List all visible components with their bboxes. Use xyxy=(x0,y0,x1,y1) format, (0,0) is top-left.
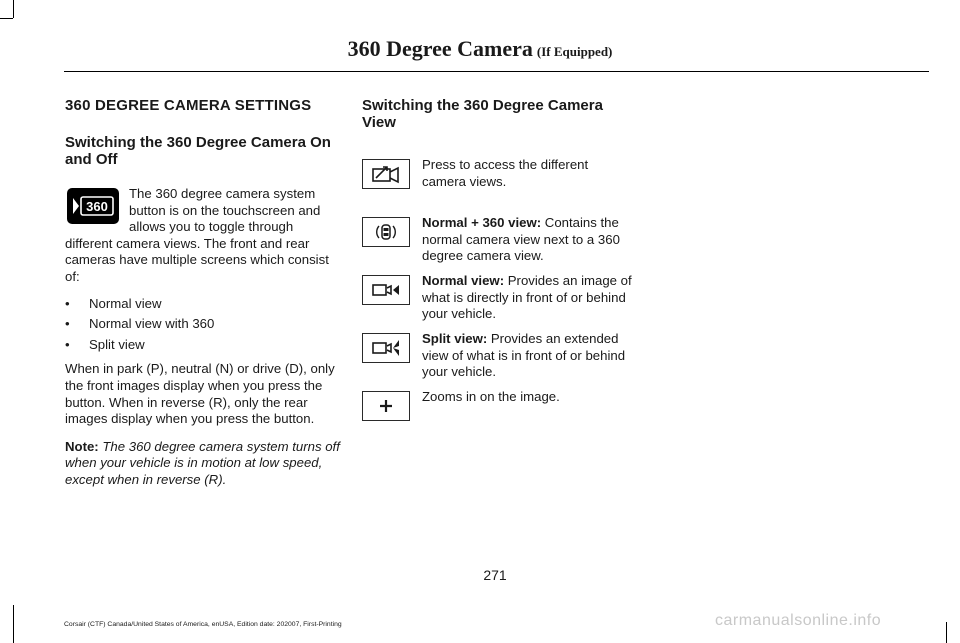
list-item: • Split view xyxy=(65,336,145,352)
row-description: Press to access the different camera views. xyxy=(422,157,589,189)
header-rule xyxy=(64,71,929,72)
camera-switch-icon xyxy=(362,159,410,189)
camera-split-view-icon xyxy=(362,333,410,363)
subheading-switch-view: Switching the 360 Degree Camera View xyxy=(362,97,603,131)
view-row xyxy=(362,389,632,447)
camera-360-button-icon xyxy=(67,188,119,224)
subheading-on-off: Switching the 360 Degree Camera On and Off xyxy=(65,134,331,168)
camera-normal-view-icon xyxy=(362,275,410,305)
intro-block xyxy=(65,186,340,286)
camera-360-button-label: 360 xyxy=(86,199,108,214)
note-label: Note: xyxy=(65,438,99,454)
crop-mark-bottom-left xyxy=(13,605,14,643)
gear-paragraph: When in park (P), neutral (N) or drive (D), only the front images display when you press the button. When in reverse (R), only the rear images display when you press the button. xyxy=(65,361,335,427)
intro-paragraph: The 360 degree camera system button is on the touchscreen and allows you to toggle through different camera views. The front and rear cameras have multiple screens which consist of: xyxy=(65,186,329,284)
crop-mark-top-left-h xyxy=(0,18,13,19)
crop-mark-bottom-right xyxy=(946,622,947,643)
list-item: • Normal view xyxy=(65,295,162,311)
row-description: Normal view: Provides an image of what is directly in front of or behind your vehicle. xyxy=(422,273,632,322)
chapter-qualifier: (If Equipped) xyxy=(536,44,613,59)
row-description: Split view: Provides an extended view of what is in front of or behind your vehicle. xyxy=(422,331,626,380)
view-list xyxy=(65,296,340,354)
vehicle-overhead-icon xyxy=(362,217,410,247)
note-text: The 360 degree camera system turns off when your vehicle is in motion at low speed, except when in reverse (R). xyxy=(65,438,340,487)
page-number: 271 xyxy=(483,567,507,583)
left-column xyxy=(65,97,340,489)
site-watermark: carmanualsonline.info xyxy=(715,612,882,629)
row-description: Zooms in on the image. xyxy=(422,389,560,404)
section-heading: 360 DEGREE CAMERA SETTINGS xyxy=(65,97,312,114)
zoom-plus-icon xyxy=(362,391,410,421)
view-row xyxy=(362,273,632,331)
note-paragraph xyxy=(65,439,340,489)
right-column xyxy=(362,97,632,447)
edition-footer: Corsair (CTF) Canada/United States of America, enUSA, Edition date: 202007, First-Printing xyxy=(64,621,342,628)
chapter-title: 360 Degree Camera xyxy=(347,36,533,61)
crop-mark-top-left xyxy=(13,0,14,18)
view-row xyxy=(362,157,632,215)
list-item: • Normal view with 360 xyxy=(65,316,215,332)
view-row xyxy=(362,331,632,389)
running-head xyxy=(0,36,960,62)
view-row xyxy=(362,215,632,273)
row-description: Normal + 360 view: Contains the normal camera view next to a 360 degree camera view. xyxy=(422,215,620,264)
